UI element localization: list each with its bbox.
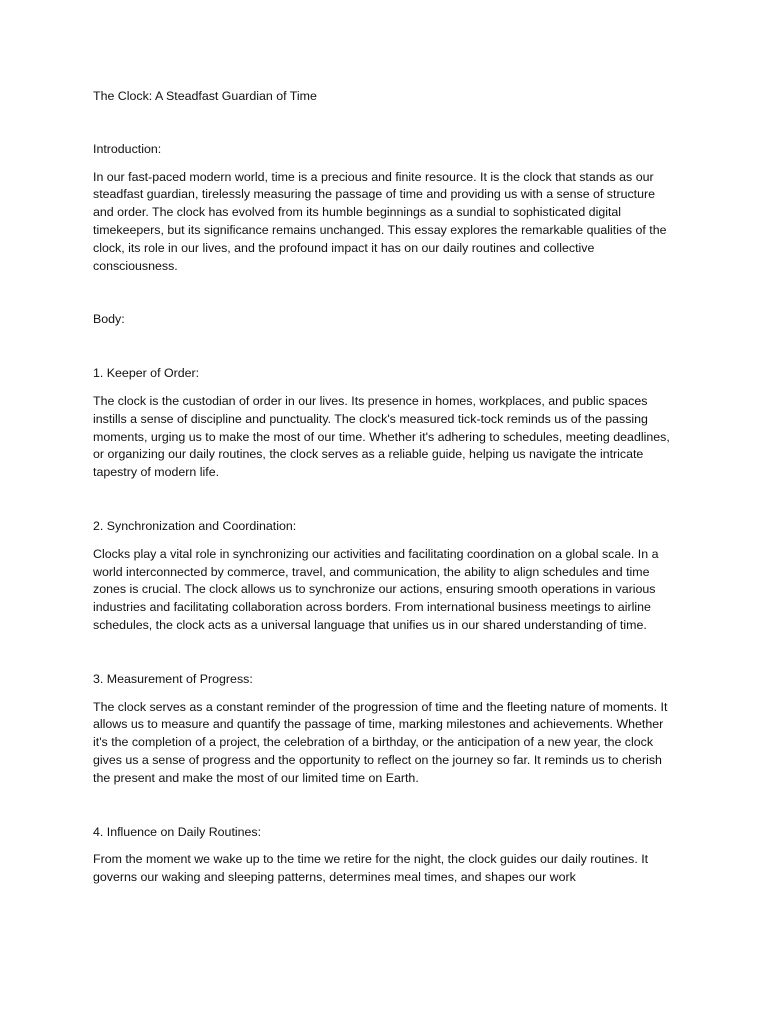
section-heading: 2. Synchronization and Coordination: [93, 518, 297, 533]
section-daily-routines [93, 824, 679, 887]
document-page [93, 88, 679, 887]
introduction-heading: Introduction: [93, 141, 162, 156]
introduction-paragraph: In our fast-paced modern world, time is a precious and finite resource. It is the clock that stands as our steadfast guardian, tirelessly measuring the passage of time and providing us with a sense of structure and order. The clock has evolved from its humble beginnings as a sundial to sophisticated digital timekeepers, but its significance remains unchanged. This essay explores the remarkable qualities of the clock, its role in our lives, and the profound impact it has on our daily routines and collective consciousness. [93, 169, 667, 273]
section-paragraph: The clock serves as a constant reminder of the progression of time and the fleeting nature of moments. It allows us to measure and quantify the passage of time, marking milestones and achievements. Whether it's the completion of a project, the celebration of a birthday, or the anticipation of a new year, the clock gives us a sense of progress and the opportunity to reflect on the journey so far. It reminds us to cherish the present and make the most of our limited time on Earth. [93, 699, 668, 785]
section-measurement-of-progress [93, 671, 679, 788]
body-heading: Body: [93, 312, 125, 327]
section-synchronization [93, 518, 679, 635]
section-heading: 4. Influence on Daily Routines: [93, 824, 262, 839]
section-keeper-of-order [93, 365, 679, 482]
section-paragraph: Clocks play a vital role in synchronizing our activities and facilitating coordination on a global scale. In a world interconnected by commerce, travel, and communication, the ability to align schedules and time zones is crucial. The clock allows us to synchronize our actions, ensuring smooth operations in various industries and facilitating collaboration across borders. From international business meetings to airline schedules, the clock acts as a universal language that unifies us in our shared understanding of time. [93, 546, 659, 632]
document-title: The Clock: A Steadfast Guardian of Time [93, 89, 317, 103]
section-heading: 3. Measurement of Progress: [93, 671, 253, 686]
section-heading: 1. Keeper of Order: [93, 366, 200, 381]
section-paragraph: From the moment we wake up to the time we retire for the night, the clock guides our daily routines. It governs our waking and sleeping patterns, determines meal times, and shapes our work [93, 852, 649, 885]
section-paragraph: The clock is the custodian of order in our lives. Its presence in homes, workplaces, and public spaces instills a sense of discipline and punctuality. The clock's measured tick-tock reminds us of the passing moments, urging us to make the most of our time. Whether it's adhering to schedules, meeting deadlines, or organizing our daily routines, the clock serves as a reliable guide, helping us navigate the intricate tapestry of modern life. [93, 393, 670, 480]
